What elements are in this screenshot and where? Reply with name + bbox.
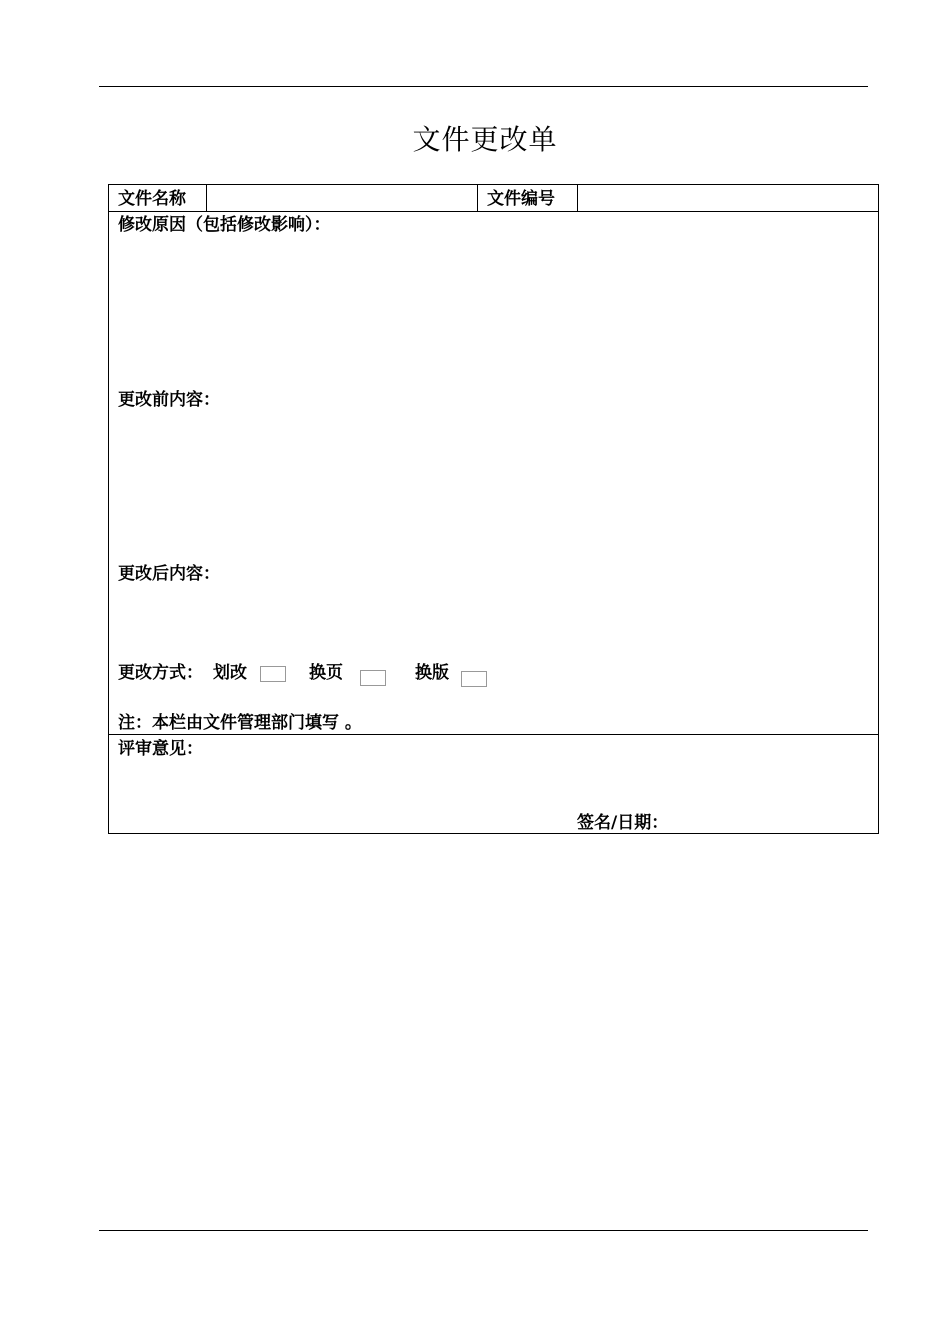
footer-rule [99,1230,868,1231]
cell-divider [477,185,478,211]
option-strikethrough-checkbox[interactable] [260,666,286,682]
note-text: 注：本栏由文件管理部门填写 。 [118,713,362,733]
page-title: 文件更改单 [412,123,558,156]
option-replace-page-checkbox[interactable] [360,670,386,686]
row-divider [109,211,878,212]
file-number-field[interactable] [585,189,870,209]
file-number-label: 文件编号 [487,189,555,209]
header-rule [99,86,868,87]
cell-divider [206,185,207,211]
option-new-version-checkbox[interactable] [461,671,487,687]
row-divider [109,734,878,735]
change-form-table [108,184,879,834]
review-label: 评审意见： [118,739,203,759]
signature-date-label: 签名/日期： [577,813,669,833]
change-reason-label: 修改原因（包括修改影响）： [118,215,331,235]
file-name-field[interactable] [214,189,472,209]
change-method-label: 更改方式： [118,663,203,683]
after-content-label: 更改后内容： [118,564,220,584]
option-replace-page-label: 换页 [309,663,343,683]
cell-divider [577,185,578,211]
before-content-label: 更改前内容： [118,390,220,410]
option-strikethrough-label: 划改 [213,663,247,683]
option-new-version-label: 换版 [415,663,449,683]
file-name-label: 文件名称 [118,189,186,209]
